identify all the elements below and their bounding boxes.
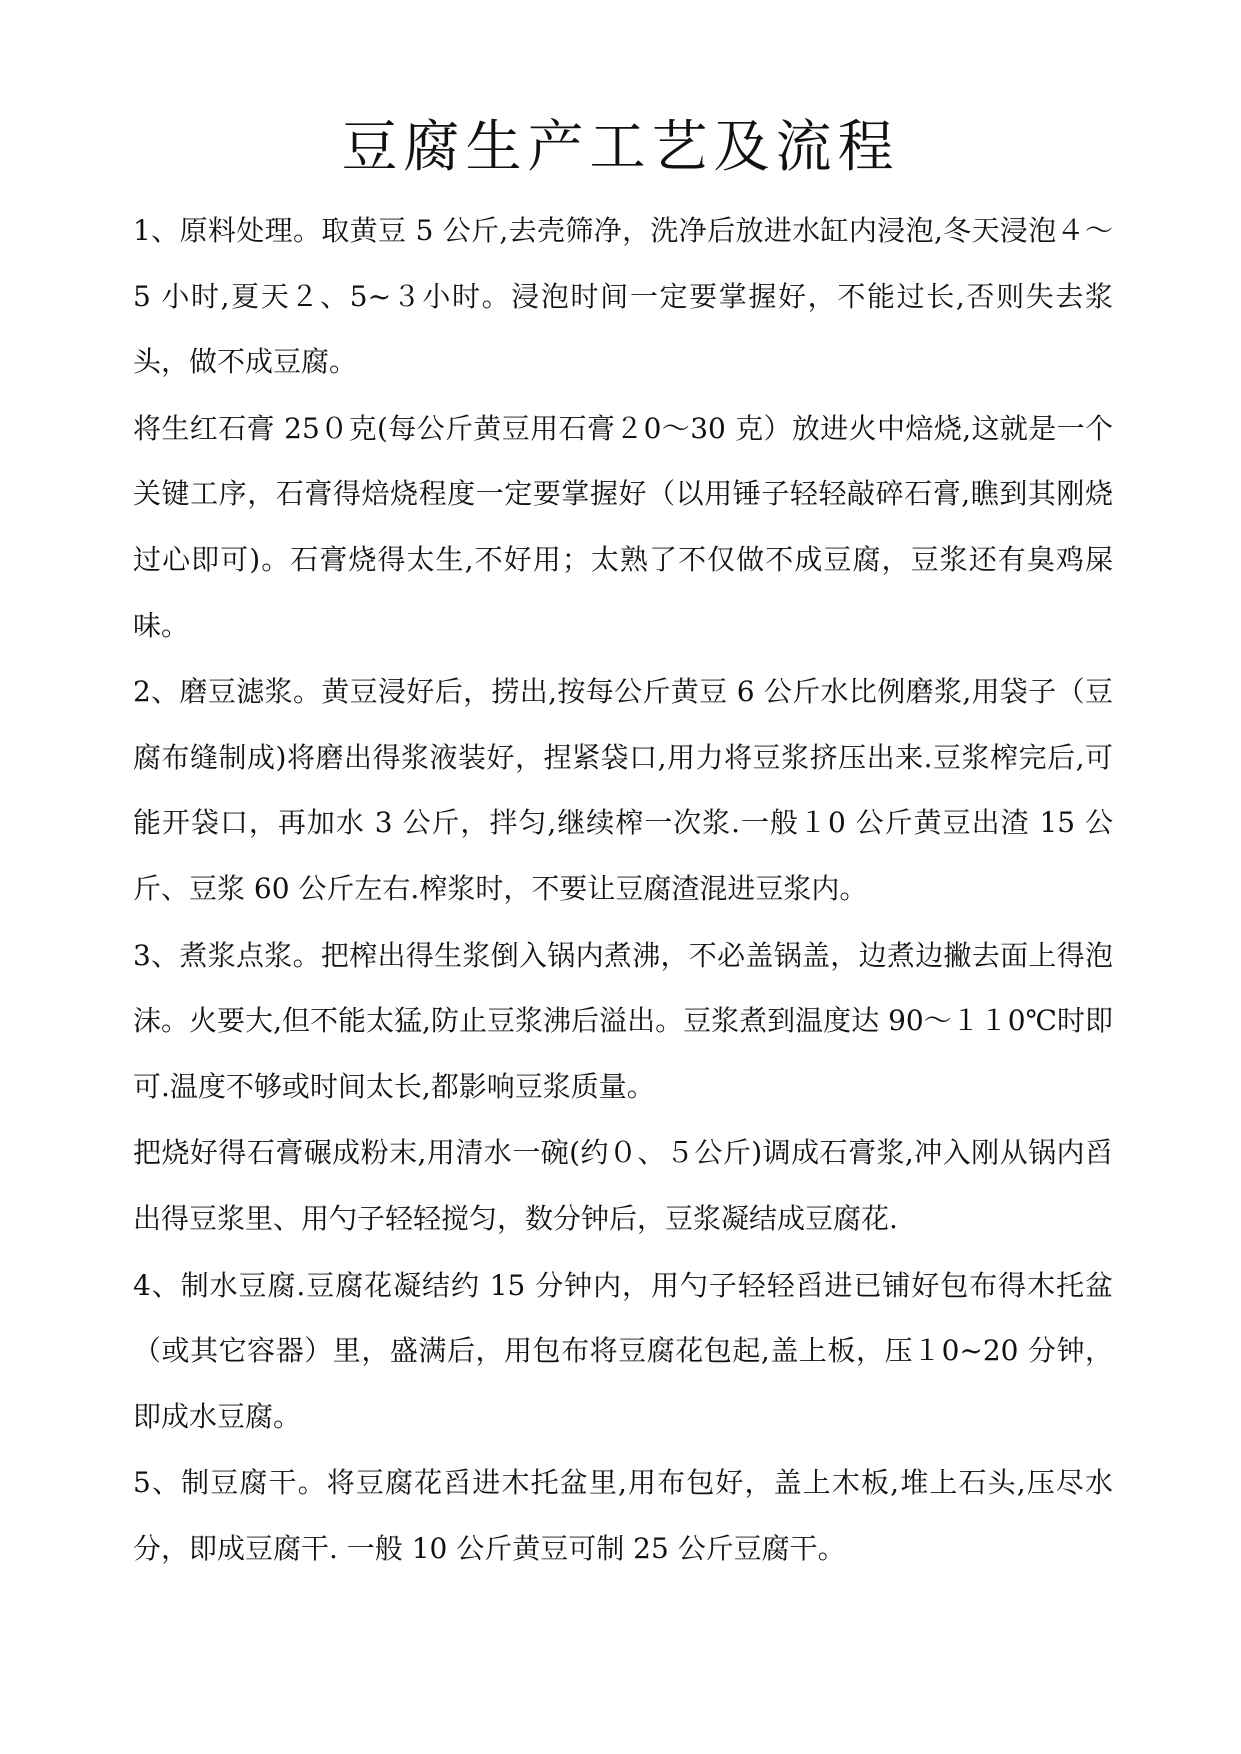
paragraph-grinding-filtering: 2、磨豆滤浆。黄豆浸好后，捞出,按每公斤黄豆 6 公斤水比例磨浆,用袋子（豆腐布缝制成)将磨出得浆液装好，捏紧袋口,用力将豆浆挤压出来.豆浆榨完后,可能开袋口，再加水 3 公斤，拌匀,继续榨一次浆.一般１0 公斤黄豆出渣 15 公斤、豆浆 60 公斤左右.榨浆时，不要让豆腐渣混进豆浆内。 [133,675,1113,905]
paragraph-dried-tofu: 5、制豆腐干。将豆腐花舀进木托盆里,用布包好，盖上木板,堆上石头,压尽水分，即成豆腐干. 一般 10 公斤黄豆可制 25 公斤豆腐干。 [133,1466,1113,1565]
paragraph-boiling: 3、煮浆点浆。把榨出得生浆倒入锅内煮沸，不必盖锅盖，边煮边撇去面上得泡沫。火要大,但不能太猛,防止豆浆沸后溢出。豆浆煮到温度达 90～１１0℃时即可.温度不够或时间太长,都影响豆浆质量。 [133,938,1113,1103]
paragraph-raw-material: 1、原料处理。取黄豆 5 公斤,去壳筛净，洗净后放进水缸内浸泡,冬天浸泡４～5 小时,夏天２、5~３小时。浸泡时间一定要掌握好，不能过长,否则失去浆头，做不成豆腐。 [133,214,1113,379]
paragraph-water-tofu: 4、制水豆腐.豆腐花凝结约 15 分钟内，用勺子轻轻舀进已铺好包布得木托盆（或其它容器）里，盛满后，用包布将豆腐花包起,盖上板，压１0~20 分钟，即成水豆腐。 [133,1268,1113,1433]
paragraph-coagulation: 把烧好得石膏碾成粉末,用清水一碗(约０、５公斤)调成石膏浆,冲入刚从锅内舀出得豆浆里、用勺子轻轻搅匀，数分钟后，豆浆凝结成豆腐花. [133,1136,1113,1235]
document-title: 豆腐生产工艺及流程 [341,115,900,180]
document-body [133,198,1113,1581]
paragraph-gypsum-roasting: 将生红石膏 25０克(每公斤黄豆用石膏２0～30 克）放进火中焙烧,这就是一个关键工序，石膏得焙烧程度一定要掌握好（以用锤子轻轻敲碎石膏,瞧到其刚烧过心即可)。石膏烧得太生,不好用；太熟了不仅做不成豆腐，豆浆还有臭鸡屎味。 [133,411,1113,642]
